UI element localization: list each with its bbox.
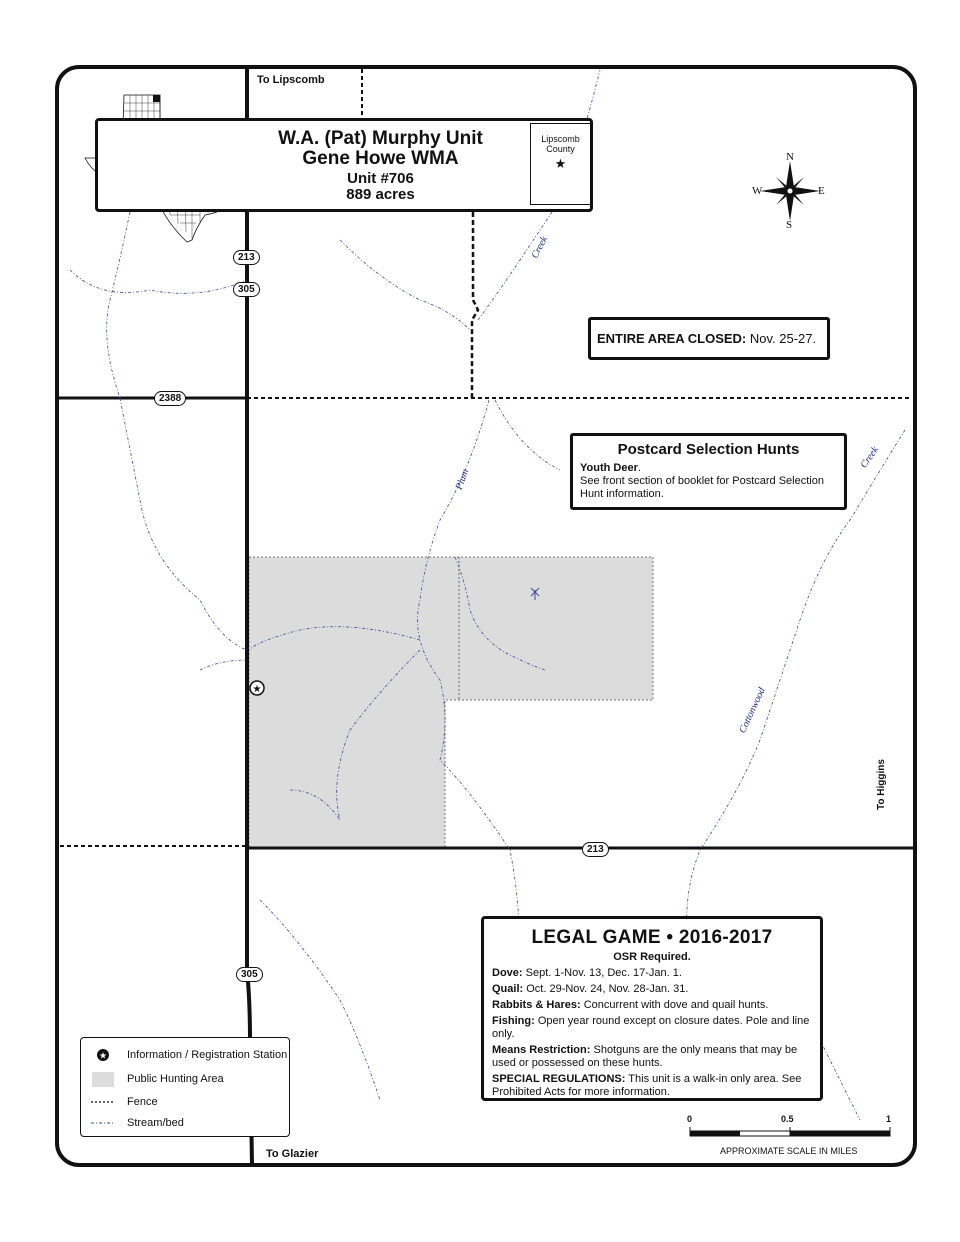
scale-tick-1: 1 (886, 1114, 892, 1124)
stream-upper-mid (340, 240, 470, 330)
legend-item-fence (91, 1095, 158, 1109)
legend-label: Public Hunting Area (127, 1073, 224, 1085)
fence-line-icon (91, 1095, 115, 1109)
stream-line-icon (91, 1116, 115, 1130)
title-line-3: Unit #706 (347, 169, 414, 187)
compass-rose-icon (760, 161, 820, 221)
legal-row-label: Means Restriction: (492, 1044, 591, 1057)
stream-right-lower (820, 1040, 860, 1120)
texas-inset-highlight (153, 95, 160, 102)
scale-tick-0: 0 (687, 1114, 693, 1124)
svg-text:★: ★ (98, 1051, 108, 1062)
road-label-to-glazier: To Glazier (266, 1148, 319, 1160)
stream-west-4 (200, 660, 247, 670)
legal-row-label: Fishing: (492, 1015, 535, 1028)
public-hunting-area (249, 557, 653, 848)
scale-bar (690, 1127, 890, 1136)
scale-caption: APPROXIMATE SCALE IN MILES (720, 1146, 858, 1156)
postcard-note: See front section of booklet for Postcard Selection Hunt information. (580, 474, 824, 500)
legal-row-quail (492, 983, 812, 996)
legal-row-fishing (492, 1015, 812, 1041)
shield-305-north: 305 (233, 282, 260, 297)
compass-w: W (752, 185, 763, 197)
info-station-icon (250, 681, 264, 695)
road-label-to-lipscomb: To Lipscomb (257, 74, 325, 86)
stream-north-branch (495, 400, 560, 470)
legal-row-label: SPECIAL REGULATIONS: (492, 1073, 626, 1086)
shield-2388: 2388 (154, 391, 186, 406)
compass-n: N (786, 151, 794, 163)
stream-label-plum: Plum (453, 467, 472, 492)
title-line-1: W.A. (Pat) Murphy Unit (278, 128, 483, 149)
title-panel (95, 118, 593, 212)
fence-central (472, 212, 478, 398)
closure-label: ENTIRE AREA CLOSED: (597, 331, 747, 346)
county-locator-inset (530, 123, 591, 205)
closure-dates: Nov. 25-27. (749, 331, 817, 346)
osr-required: OSR Required. (613, 951, 691, 964)
legend-label: Fence (127, 1096, 158, 1108)
legal-row-special (492, 1073, 812, 1099)
legal-game-panel (481, 916, 823, 1101)
map-legend (80, 1037, 290, 1137)
scale-tick-half: 0.5 (781, 1114, 794, 1124)
legend-item-hunting-area (91, 1072, 224, 1086)
stream-label-creek-upper: Creek (529, 234, 551, 261)
stream-label-creek-right: Creek (858, 444, 882, 471)
legal-game-heading: LEGAL GAME • 2016-2017 (531, 927, 773, 948)
legal-row-text: Oct. 29-Nov. 24, Nov. 28-Jan. 31. (526, 983, 689, 996)
legal-row-text: Concurrent with dove and quail hunts. (583, 999, 769, 1012)
closure-notice (588, 317, 830, 360)
postcard-species: Youth Deer (580, 462, 638, 475)
county-star-icon: ★ (554, 155, 567, 171)
shield-213-east: 213 (582, 842, 609, 857)
title-text (248, 129, 513, 202)
legal-row-dove (492, 967, 812, 980)
compass-e: E (818, 185, 825, 197)
gray-swatch-icon (91, 1072, 115, 1086)
postcard-heading: Postcard Selection Hunts (617, 441, 800, 458)
legal-row-text: This unit is a walk-in only area. See Prohibited Acts for more information. (492, 1073, 802, 1099)
title-line-4: 889 acres (346, 185, 415, 203)
legend-label: Information / Registration Station (127, 1049, 288, 1061)
title-line-2: Gene Howe WMA (302, 147, 459, 169)
legal-row-means (492, 1044, 812, 1070)
legal-row-text: Shotguns are the only means that may be used or possessed on these hunts. (492, 1044, 798, 1070)
legal-row-label: Rabbits & Hares: (492, 999, 581, 1012)
legal-row-label: Dove: (492, 967, 523, 980)
legend-item-info-station (91, 1048, 287, 1062)
stream-west-2 (70, 270, 247, 293)
county-label: Lipscomb County (541, 134, 580, 154)
legal-row-rabbits (492, 999, 812, 1012)
legal-row-text: Open year round except on closure dates. Pole and line only. (492, 1015, 810, 1041)
stream-west-3 (120, 398, 247, 650)
svg-text:★: ★ (252, 684, 262, 695)
stream-west-1 (107, 212, 130, 398)
legal-row-label: Quail: (492, 983, 524, 996)
compass-s: S (786, 219, 793, 231)
legend-label: Stream/bed (127, 1117, 184, 1129)
shield-213-north: 213 (233, 250, 260, 265)
road-label-to-higgins: To Higgins (876, 759, 887, 810)
star-circle-icon (91, 1048, 115, 1062)
shield-305-south: 305 (236, 967, 263, 982)
legend-item-stream (91, 1116, 184, 1130)
legal-row-text: Sept. 1-Nov. 13, Dec. 17-Jan. 1. (525, 967, 682, 980)
postcard-hunts-panel: Postcard Selection Hunts Youth Deer. See front section of booklet for Postcard Selection Hunt information. (570, 433, 847, 510)
stream-label-cottonwood: Cottonwood (737, 686, 768, 735)
